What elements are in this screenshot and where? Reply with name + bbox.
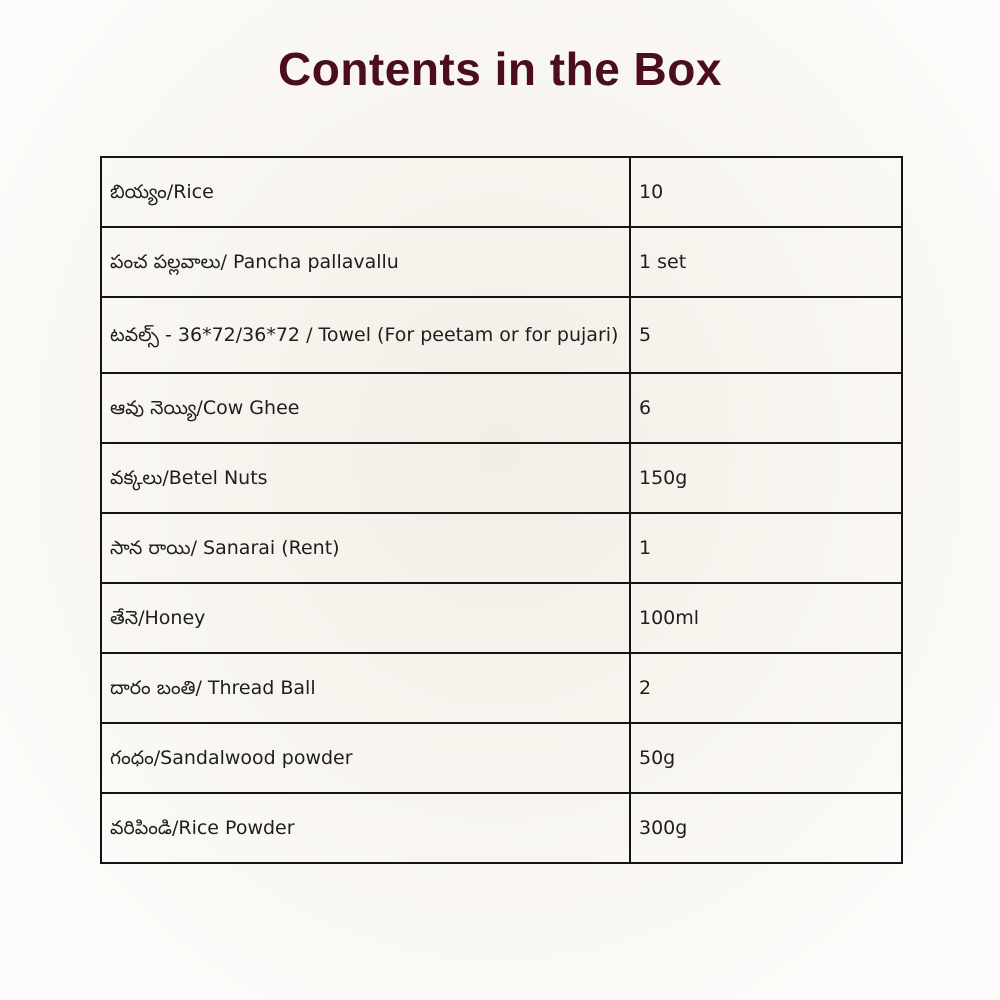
item-quantity-cell: 100ml bbox=[630, 583, 902, 653]
table-row bbox=[101, 297, 902, 373]
table-row bbox=[101, 723, 902, 793]
item-quantity-cell: 2 bbox=[630, 653, 902, 723]
table-row bbox=[101, 373, 902, 443]
item-quantity-cell: 300g bbox=[630, 793, 902, 863]
table-row bbox=[101, 583, 902, 653]
item-name-cell: వక్కలు/Betel Nuts bbox=[101, 443, 630, 513]
item-name-cell: వరిపిండి/Rice Powder bbox=[101, 793, 630, 863]
table-row bbox=[101, 653, 902, 723]
item-quantity-cell: 5 bbox=[630, 297, 902, 373]
table-row bbox=[101, 227, 902, 297]
item-quantity-cell: 150g bbox=[630, 443, 902, 513]
item-name-cell: పంచ పల్లవాలు/ Pancha pallavallu bbox=[101, 227, 630, 297]
item-name-cell: గంధం/Sandalwood powder bbox=[101, 723, 630, 793]
table-row bbox=[101, 443, 902, 513]
item-name-cell: దారం బంతి/ Thread Ball bbox=[101, 653, 630, 723]
table-row bbox=[101, 157, 902, 227]
item-name-cell: సాన రాయి/ Sanarai (Rent) bbox=[101, 513, 630, 583]
item-quantity-cell: 10 bbox=[630, 157, 902, 227]
item-quantity-cell: 6 bbox=[630, 373, 902, 443]
table-row bbox=[101, 513, 902, 583]
page-title: Contents in the Box bbox=[278, 43, 722, 95]
item-quantity-cell: 50g bbox=[630, 723, 902, 793]
contents-table bbox=[100, 156, 903, 864]
item-name-cell: తేనె/Honey bbox=[101, 583, 630, 653]
table-row bbox=[101, 793, 902, 863]
item-name-cell: ఆవు నెయ్యి/Cow Ghee bbox=[101, 373, 630, 443]
item-name-cell: బియ్యం/Rice bbox=[101, 157, 630, 227]
item-quantity-cell: 1 bbox=[630, 513, 902, 583]
item-quantity-cell: 1 set bbox=[630, 227, 902, 297]
item-name-cell: టవల్స్ - 36*72/36*72 / Towel (For peetam or for pujari) bbox=[101, 297, 630, 373]
